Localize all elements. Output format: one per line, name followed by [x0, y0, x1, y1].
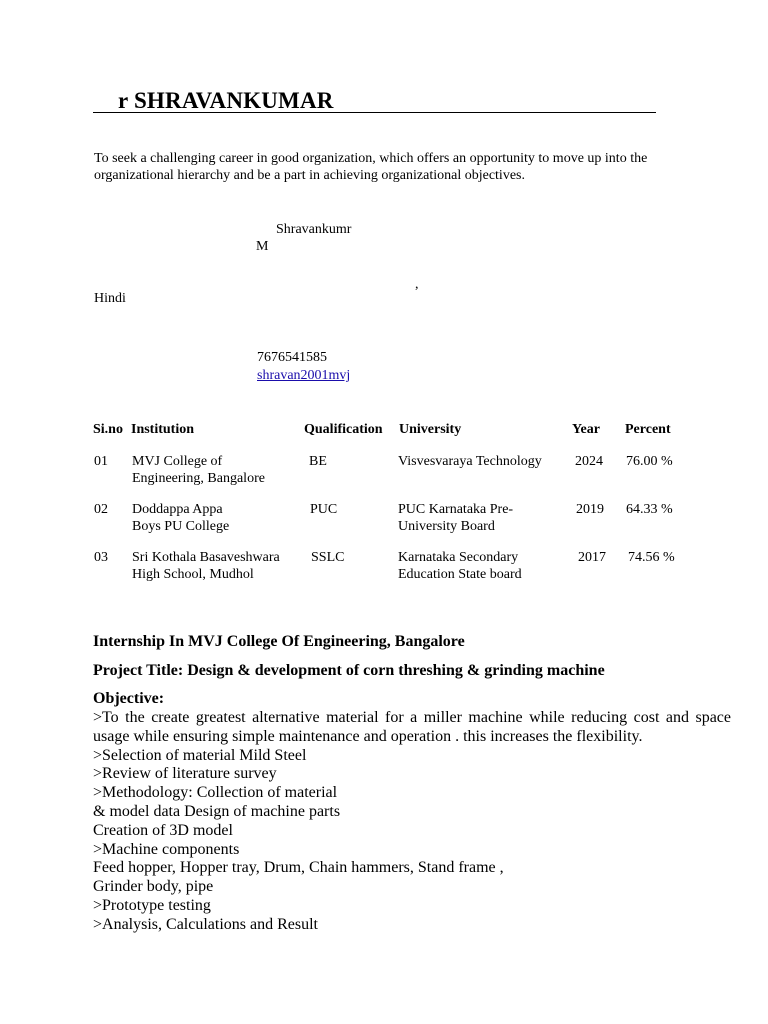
header-year: Year [572, 422, 600, 437]
row-institution-line1: Sri Kothala Basaveshwara [132, 550, 280, 565]
row-year: 2019 [576, 502, 604, 517]
row-institution-line1: MVJ College of [132, 454, 223, 469]
phone-number: 7676541585 [257, 350, 327, 365]
email-link[interactable]: shravan2001mvj [257, 368, 351, 383]
list-item: >Analysis, Calculations and Result [93, 915, 318, 933]
header-percent: Percent [625, 422, 671, 437]
row-institution-line2: High School, Mudhol [132, 567, 254, 582]
row-university-line2: University Board [398, 519, 495, 534]
internship-heading: Internship In MVJ College Of Engineering, Bangalore [93, 633, 465, 650]
project-objective-paragraph: >To the create greatest alternative material for a miller machine while reducing cost and space usage while ensuring simple maintenance and operation . this increases the flexibility. [93, 709, 731, 745]
row-qualification: SSLC [311, 550, 345, 565]
row-year: 2017 [578, 550, 606, 565]
header-sino: Si.no [93, 422, 123, 437]
row-sino: 03 [94, 550, 108, 565]
list-item: Feed hopper, Hopper tray, Drum, Chain hammers, Stand frame , [93, 859, 504, 877]
candidate-name: r SHRAVANKUMAR [118, 88, 334, 113]
row-sino: 02 [94, 502, 108, 517]
header-university: University [399, 422, 462, 437]
row-institution-line2: Boys PU College [132, 519, 230, 534]
list-item: >Review of literature survey [93, 765, 277, 783]
row-institution-line1: Doddappa Appa [132, 502, 223, 517]
row-percent: 74.56 % [628, 550, 675, 565]
list-item: >Methodology: Collection of material [93, 784, 338, 802]
header-institution: Institution [131, 422, 195, 437]
language-text: Hindi [94, 291, 126, 306]
row-university-line1: PUC Karnataka Pre- [398, 502, 514, 517]
list-item: >Machine components [93, 840, 240, 858]
row-sino: 01 [94, 454, 108, 469]
project-details [93, 709, 731, 935]
row-percent: 64.33 % [626, 502, 673, 517]
list-item: & model data Design of machine parts [93, 802, 341, 820]
name-underline-divider [93, 112, 656, 113]
row-qualification: BE [309, 454, 327, 469]
row-percent: 76.00 % [626, 454, 673, 469]
row-university-line1: Karnataka Secondary [398, 550, 519, 565]
list-item: >Selection of material Mild Steel [93, 746, 307, 764]
row-institution-line2: Engineering, Bangalore [132, 471, 265, 486]
list-item: Creation of 3D model [93, 821, 233, 839]
header-qualification: Qualification [304, 422, 383, 437]
personal-name-line2: M [256, 239, 269, 254]
list-item: Grinder body, pipe [93, 878, 214, 896]
row-qualification: PUC [310, 502, 338, 517]
stray-comma: , [415, 277, 419, 292]
row-university-line1: Visvesvaraya Technology [398, 454, 542, 469]
row-university-line2: Education State board [398, 567, 522, 582]
row-year: 2024 [575, 454, 603, 469]
objective-label: Objective: [93, 690, 165, 707]
project-title: Project Title: Design & development of corn threshing & grinding machine [93, 662, 605, 679]
list-item: >Prototype testing [93, 896, 211, 914]
career-objective-text: To seek a challenging career in good organization, which offers an opportunity to move up into the organizational hierarchy and be a part in achieving organizational objectives. [94, 151, 648, 183]
personal-name-line1: Shravankumr [276, 222, 352, 237]
